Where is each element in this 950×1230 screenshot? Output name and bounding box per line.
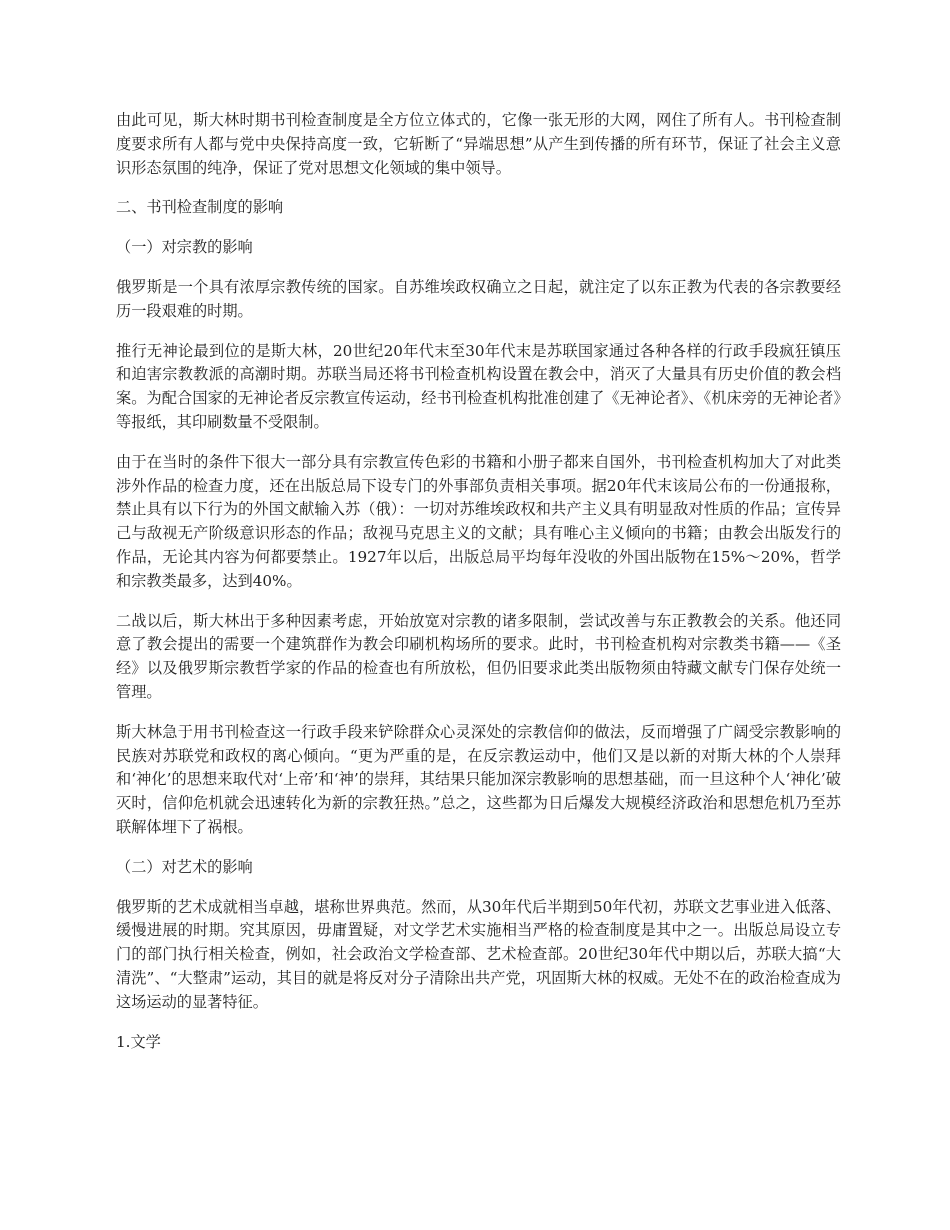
paragraph-atheism: 推行无神论最到位的是斯大林，20世纪20年代末至30年代末是苏联国家通过各种各样的行政手段疯狂镇压和迫害宗教教派的高潮时期。苏联当局还将书刊检查机构设置在教会中，消灭了大量具有历史价值的教会档案。为配合国家的无神论者反宗教宣传运动，经书刊检查机构批准创建了《无神论者》、《机床旁的无神论者》等报纸，其印刷数量不受限制。 [116, 341, 841, 431]
subheading-art: （二）对艺术的影响 [116, 857, 253, 876]
paragraph-intro-summary: 由此可见，斯大林时期书刊检查制度是全方位立体式的，它像一张无形的大网，网住了所有人。书刊检查制度要求所有人都与党中央保持高度一致，它斩断了“异端思想”从产生到传播的所有环节，保证了社会主义意识形态氛围的纯净，保证了党对思想文化领域的集中领导。 [116, 111, 841, 177]
document-body [116, 109, 841, 1070]
subheading-religion: （一）对宗教的影响 [116, 238, 253, 257]
paragraph-art-achievement: 俄罗斯的艺术成就相当卓越，堪称世界典范。然而，从30年代后半期到50年代初，苏联文艺事业进入低落、缓慢进展的时期。究其原因，毋庸置疑，对文学艺术实施相当严格的检查制度是其中之一。出版总局设立专门的部门执行相关检查，例如，社会政治文学检查部、艺术检查部。20世纪30年代中期以后，苏联大搞“大清洗”、“大整肃”运动，其目的就是将反对分子清除出共产党，巩固斯大林的权威。无处不在的政治检查成为这场运动的显著特征。 [116, 897, 841, 1011]
paragraph-postwar: 二战以后，斯大林出于多种因素考虑，开始放宽对宗教的诸多限制，尝试改善与东正教教会的关系。他还同意了教会提出的需要一个建筑群作为教会印刷机构场所的要求。此时，书刊检查机构对宗教类书籍——《圣经》以及俄罗斯宗教哲学家的作品的检查也有所放松，但仍旧要求此类出版物须由特藏文献专门保存处统一管理。 [116, 611, 841, 701]
subheading-literature: 1.文学 [116, 1032, 161, 1051]
paragraph-foreign-literature: 由于在当时的条件下很大一部分具有宗教宣传色彩的书籍和小册子都来自国外，书刊检查机构加大了对此类涉外作品的检查力度，还在出版总局下设专门的外事部负责相关事项。据20年代末该局公布的一份通报称，禁止具有以下行为的外国文献输入苏（俄）：一切对苏维埃政权和共产主义具有明显敌对性质的作品；宣传异己与敌视无产阶级意识形态的作品；敌视马克思主义的文献；具有唯心主义倾向的书籍；由教会出版发行的作品，无论其内容为何都要禁止。1927年以后，出版总局平均每年没收的外国出版物在15%～20%，哲学和宗教类最多，达到40%。 [116, 452, 841, 590]
section-heading-influence: 二、书刊检查制度的影响 [116, 198, 284, 217]
paragraph-consequences: 斯大林急于用书刊检查这一行政手段来铲除群众心灵深处的宗教信仰的做法，反而增强了广阔受宗教影响的民族对苏联党和政权的离心倾向。“更为严重的是，在反宗教运动中，他们又是以新的对斯大林的个人崇拜和‘神化’的思想来取代对‘上帝’和‘神’的崇拜，其结果只能加深宗教影响的思想基础，而一旦这种个人‘神化’破灭时，信仰危机就会迅速转化为新的宗教狂热。”总之，这些都为日后爆发大规模经济政治和思想危机乃至苏联解体埋下了祸根。 [116, 722, 841, 836]
paragraph-religion-tradition: 俄罗斯是一个具有浓厚宗教传统的国家。自苏维埃政权确立之日起，就注定了以东正教为代表的各宗教要经历一段艰难的时期。 [116, 277, 841, 320]
